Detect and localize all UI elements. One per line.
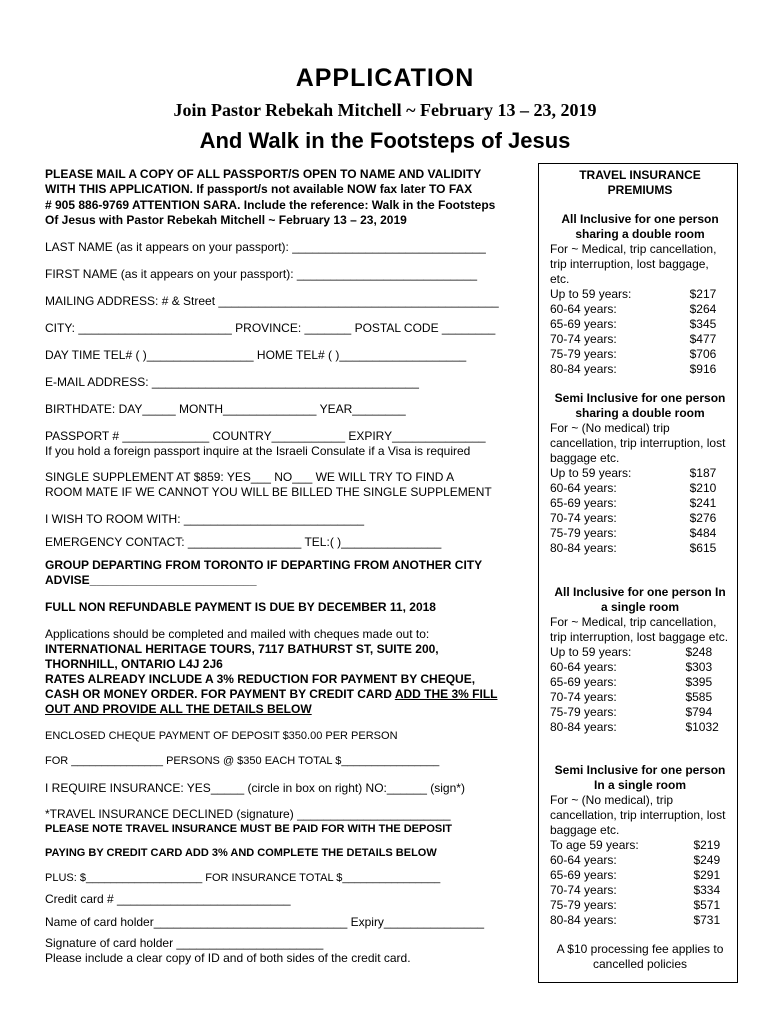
card-holder-signature-field[interactable]: Signature of card holder ______________________ <box>45 936 324 950</box>
premium-section-title: Semi Inclusive for one person sharing a double room <box>554 391 726 420</box>
first-name-field[interactable]: FIRST NAME (as it appears on your passport): ___________________________ <box>45 267 478 281</box>
applications-line-5 <box>45 687 497 702</box>
applications-line-6: OUT AND PROVIDE ALL THE DETAILS BELOW <box>45 702 312 716</box>
age-band: Up to 59 years: <box>550 466 632 480</box>
page-tagline: And Walk in the Footsteps of Jesus <box>199 128 571 153</box>
age-band: 70-74 years: <box>550 690 617 704</box>
credit-card-number-field[interactable]: Credit card # __________________________ <box>45 892 291 906</box>
intro-line-1: PLEASE MAIL A COPY OF ALL PASSPORT/S OPEN TO NAME AND VALIDITY <box>45 167 482 181</box>
premium-row <box>550 690 730 705</box>
single-supplement-line-2: ROOM MATE IF WE CANNOT YOU WILL BE BILLED THE SINGLE SUPPLEMENT <box>45 485 492 499</box>
premium-row <box>550 883 730 898</box>
include-id-note: Please include a clear copy of ID and of both sides of the credit card. <box>45 951 411 965</box>
premium-row <box>550 302 730 317</box>
premium-row <box>550 853 730 868</box>
last-name-field[interactable]: LAST NAME (as it appears on your passport): _____________________________ <box>45 240 486 254</box>
premium-price: $794 <box>685 705 713 719</box>
premium-row <box>550 511 730 526</box>
passport-field[interactable]: PASSPORT # _____________ COUNTRY___________ EXPIRY______________ <box>45 429 486 443</box>
premium-row <box>550 466 730 481</box>
premium-price: $241 <box>689 496 717 510</box>
age-band: 60-64 years: <box>550 853 617 867</box>
premium-price: $219 <box>693 838 721 852</box>
processing-fee-note: A $10 processing fee applies to cancelled policies <box>556 942 724 971</box>
premium-section <box>550 763 730 928</box>
premium-row <box>550 898 730 913</box>
applications-line-3: THORNHILL, ONTARIO L4J 2J6 <box>45 657 223 671</box>
group-departing-line-1: GROUP DEPARTING FROM TORONTO IF DEPARTING FROM ANOTHER CITY <box>45 558 483 572</box>
age-band: 75-79 years: <box>550 347 617 361</box>
credit-card-notice: PAYING BY CREDIT CARD ADD 3% AND COMPLETE THE DETAILS BELOW <box>45 847 437 859</box>
payment-due-notice: FULL NON REFUNDABLE PAYMENT IS DUE BY DECEMBER 11, 2018 <box>45 600 436 614</box>
age-band: 70-74 years: <box>550 332 617 346</box>
premium-row <box>550 317 730 332</box>
age-band: 70-74 years: <box>550 511 617 525</box>
phone-field[interactable]: DAY TIME TEL# ( )________________ HOME TEL# ( )___________________ <box>45 348 467 362</box>
age-band: 65-69 years: <box>550 496 617 510</box>
insurance-declined-field[interactable]: *TRAVEL INSURANCE DECLINED (signature) _______________________ <box>45 807 451 821</box>
premium-price: $264 <box>689 302 717 316</box>
persons-total-field[interactable]: FOR _______________ PERSONS @ $350 EACH TOTAL $________________ <box>45 755 440 767</box>
premium-price: $585 <box>685 690 713 704</box>
age-band: 75-79 years: <box>550 705 617 719</box>
page-subtitle: Join Pastor Rebekah Mitchell ~ February 13 – 23, 2019 <box>173 100 597 120</box>
age-band: 75-79 years: <box>550 898 617 912</box>
emergency-contact-field[interactable]: EMERGENCY CONTACT: _________________ TEL:( )_______________ <box>45 535 442 549</box>
premium-row <box>550 838 730 853</box>
group-departing-line-2[interactable]: ADVISE_________________________ <box>45 573 257 587</box>
premium-price: $276 <box>689 511 717 525</box>
intro-line-2: WITH THIS APPLICATION. If passport/s not available NOW fax later TO FAX <box>45 182 473 196</box>
premium-table <box>550 466 730 556</box>
premium-row <box>550 496 730 511</box>
premium-section-title: Semi Inclusive for one person In a single room <box>554 763 726 792</box>
card-holder-expiry-field[interactable]: Name of card holder_____________________________ Expiry_______________ <box>45 915 485 929</box>
premium-price: $615 <box>689 541 717 555</box>
age-band: 70-74 years: <box>550 883 617 897</box>
premium-row <box>550 675 730 690</box>
insurance-total-field[interactable]: PLUS: $___________________ FOR INSURANCE TOTAL $________________ <box>45 872 441 884</box>
applications-line-1: Applications should be completed and mailed with cheques made out to: <box>45 627 430 641</box>
room-with-field[interactable]: I WISH TO ROOM WITH: ___________________________ <box>45 512 365 526</box>
premium-row <box>550 541 730 556</box>
premium-price: $395 <box>685 675 713 689</box>
premium-price: $916 <box>689 362 717 376</box>
premium-row <box>550 287 730 302</box>
age-band: 80-84 years: <box>550 720 617 734</box>
premium-section-desc: For ~ Medical, trip cancellation, trip interruption, lost baggage, etc. <box>550 242 717 286</box>
premium-section <box>550 212 730 377</box>
premium-row <box>550 720 730 735</box>
premium-row <box>550 526 730 541</box>
applications-line-4: RATES ALREADY INCLUDE A 3% REDUCTION FOR PAYMENT BY CHEQUE, <box>45 672 476 686</box>
intro-line-4: Of Jesus with Pastor Rebekah Mitchell ~ February 13 – 23, 2019 <box>45 213 407 227</box>
age-band: Up to 59 years: <box>550 645 632 659</box>
birthdate-field[interactable]: BIRTHDATE: DAY_____ MONTH______________ YEAR________ <box>45 402 406 416</box>
premium-price: $187 <box>689 466 717 480</box>
premium-section-desc: For ~ (No medical) trip cancellation, trip interruption, lost baggage etc. <box>550 421 726 465</box>
page-title: APPLICATION <box>295 64 475 92</box>
premium-row <box>550 660 730 675</box>
premium-section-desc: For ~ Medical, trip cancellation, trip interruption, lost baggage etc. <box>550 615 729 644</box>
city-province-postal-field[interactable]: CITY: _______________________ PROVINCE: _______ POSTAL CODE ________ <box>45 321 496 335</box>
premium-table <box>550 645 730 735</box>
premium-table <box>550 287 730 377</box>
premium-price: $291 <box>693 868 721 882</box>
premium-price: $345 <box>689 317 717 331</box>
premium-price: $484 <box>689 526 717 540</box>
age-band: 65-69 years: <box>550 317 617 331</box>
email-field[interactable]: E-MAIL ADDRESS: ________________________________________ <box>45 375 419 389</box>
passport-note: If you hold a foreign passport inquire at the Israeli Consulate if a Visa is required <box>45 444 471 458</box>
age-band: 60-64 years: <box>550 660 617 674</box>
premium-row <box>550 332 730 347</box>
premium-price: $249 <box>693 853 721 867</box>
premium-section <box>550 585 730 735</box>
premium-price: $706 <box>689 347 717 361</box>
premium-price: $1032 <box>685 720 719 734</box>
premium-section <box>550 391 730 556</box>
premium-price: $248 <box>685 645 713 659</box>
applications-line-5-text: CASH OR MONEY ORDER. FOR PAYMENT BY CREDIT CARD <box>45 687 395 701</box>
premium-row <box>550 347 730 362</box>
premium-section-title: All Inclusive for one person In a single room <box>554 585 726 614</box>
insurance-heading: TRAVEL INSURANCE PREMIUMS <box>579 168 701 197</box>
age-band: 75-79 years: <box>550 526 617 540</box>
premium-row <box>550 705 730 720</box>
premium-price: $217 <box>689 287 717 301</box>
applications-line-5-underlined: ADD THE 3% FILL <box>394 687 498 701</box>
require-insurance-field[interactable]: I REQUIRE INSURANCE: YES_____ (circle in box on right) NO:______ (sign*) <box>45 781 465 795</box>
premium-price: $334 <box>693 883 721 897</box>
age-band: 65-69 years: <box>550 675 617 689</box>
age-band: 80-84 years: <box>550 541 617 555</box>
premium-price: $210 <box>689 481 717 495</box>
premium-section-title: All Inclusive for one person sharing a double room <box>561 212 719 241</box>
intro-line-3: # 905 886-9769 ATTENTION SARA. Include the reference: Walk in the Footsteps <box>45 198 496 212</box>
premium-row <box>550 645 730 660</box>
age-band: Up to 59 years: <box>550 287 632 301</box>
premium-row <box>550 362 730 377</box>
insurance-premiums-box <box>538 163 738 983</box>
mailing-address-field[interactable]: MAILING ADDRESS: # & Street __________________________________________ <box>45 294 499 308</box>
insurance-deposit-notice: PLEASE NOTE TRAVEL INSURANCE MUST BE PAID FOR WITH THE DEPOSIT <box>45 823 453 835</box>
applications-line-2: INTERNATIONAL HERITAGE TOURS, 7117 BATHURST ST, SUITE 200, <box>45 642 439 656</box>
age-band: 60-64 years: <box>550 302 617 316</box>
premium-price: $303 <box>685 660 713 674</box>
premium-row <box>550 481 730 496</box>
premium-section-desc: For ~ (No medical), trip cancellation, trip interruption, lost baggage etc. <box>550 793 726 837</box>
single-supplement-line-1[interactable]: SINGLE SUPPLEMENT AT $859: YES___ NO___ WE WILL TRY TO FIND A <box>45 470 455 484</box>
age-band: 60-64 years: <box>550 481 617 495</box>
premium-row <box>550 868 730 883</box>
age-band: To age 59 years: <box>550 838 639 852</box>
premium-table <box>550 838 730 928</box>
age-band: 80-84 years: <box>550 362 617 376</box>
premium-price: $477 <box>689 332 717 346</box>
deposit-line: ENCLOSED CHEQUE PAYMENT OF DEPOSIT $350.00 PER PERSON <box>45 730 398 742</box>
premium-price: $731 <box>693 913 721 927</box>
premium-row <box>550 913 730 928</box>
age-band: 65-69 years: <box>550 868 617 882</box>
premium-price: $571 <box>693 898 721 912</box>
age-band: 80-84 years: <box>550 913 617 927</box>
